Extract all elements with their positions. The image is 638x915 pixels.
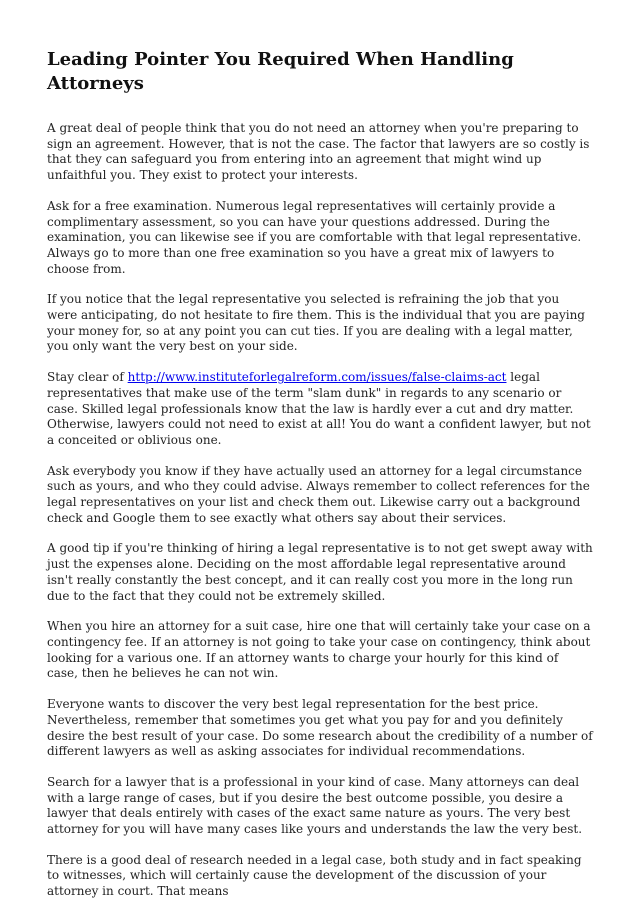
paragraph-6: A good tip if you're thinking of hiring a legal representative is to not get swept away with just the expenses alone. Deciding on the most affordable legal representative around isn't really constantly the best concept, and it can really cost you more in the long run due to the fact that they could not be extremely skilled. xyxy=(47,541,593,603)
paragraph-5: Ask everybody you know if they have actually used an attorney for a legal circumstance such as yours, and who they could advise. Always remember to collect references for the legal representatives on your list and check them out. Likewise carry out a background check and Google them to see exactly what others say about their services. xyxy=(47,463,590,525)
paragraph-4-trailing-text: legal representatives that make use of the term "slam dunk" in regards to any scenario or case. Skilled legal professionals know that the law is hardly ever a cut and dry matter. Otherwise, lawyers could not need to exist at all! You do want a confident lawyer, but not a conceited or oblivious one. xyxy=(47,370,591,447)
document-page xyxy=(47,48,593,915)
paragraph-10: There is a good deal of research needed in a legal case, both study and in fact speaking to witnesses, which will certainly cause the development of the discussion of your attorney in court. That means xyxy=(47,852,582,899)
paragraph-8: Everyone wants to discover the very best legal representation for the best price. Nevertheless, remember that sometimes you get what you pay for and you definitely desire the best result of your case. Do some research about the credibility of a number of different lawyers as well as asking associates for individual recommendations. xyxy=(47,697,593,759)
paragraph-9: Search for a lawyer that is a professional in your kind of case. Many attorneys can deal with a large range of cases, but if you desire the best outcome possible, you desire a lawyer that deals entirely with cases of the exact same nature as yours. The very best attorney for you will have many cases like yours and understands the law the very best. xyxy=(47,774,583,837)
paragraph-4-lead-text: Stay clear of xyxy=(47,370,128,385)
paragraph-2: Ask for a free examination. Numerous legal representatives will certainly provide a complimentary assessment, so you can have your questions addressed. During the examination, you can likewise see if you are comfortable with that legal representative. Always go to more than one free examination so you have a great mix of lawyers to choose from. xyxy=(47,198,582,276)
paragraph-1: A great deal of people think that you do not need an attorney when you're preparing to sign an agreement. However, that is not the case. The factor that lawyers are so costly is that they can safeguard you from entering into an agreement that might wind up unfaithful you. They exist to protect your interests. xyxy=(47,121,590,183)
paragraph-3: If you notice that the legal representative you selected is refraining the job that you were anticipating, do not hesitate to fire them. This is the individual that you are paying your money for, so at any point you can cut ties. If you are dealing with a legal matter, you only want the very best on your side. xyxy=(47,292,585,354)
false-claims-act-link[interactable]: http://www.instituteforlegalreform.com/issues/false-claims-act xyxy=(127,370,507,385)
document-title: Leading Pointer You Required When Handling Attorneys xyxy=(47,49,514,94)
paragraph-4 xyxy=(47,370,593,449)
paragraph-7: When you hire an attorney for a suit case, hire one that will certainly take your case on a contingency fee. If an attorney is not going to take your case on contingency, think about looking for a various one. If an attorney wants to charge your hourly for this kind of case, then he believes he can not win. xyxy=(47,619,591,681)
